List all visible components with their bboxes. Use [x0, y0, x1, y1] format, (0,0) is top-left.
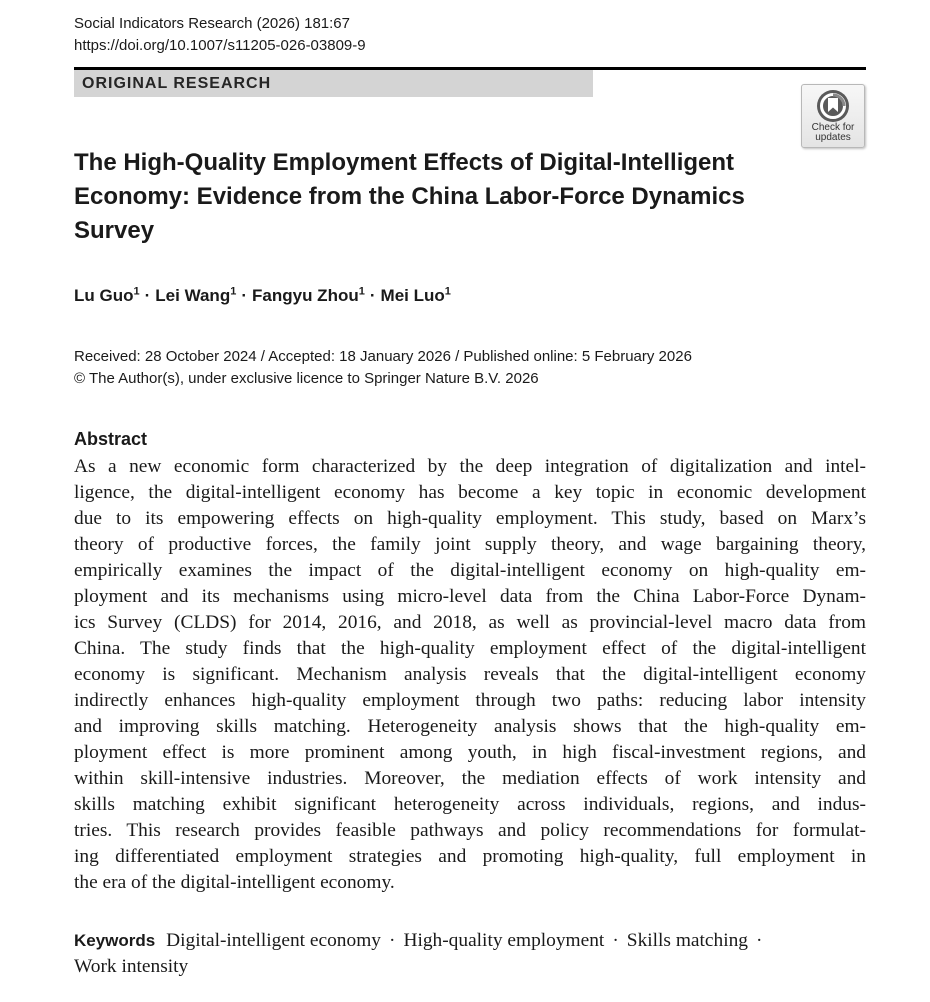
publication-dates [74, 346, 692, 390]
abstract-line: tries. This research provides feasible pathways and policy recommendations for formulat- [74, 820, 866, 841]
abstract-heading: Abstract [74, 429, 148, 449]
check-for-updates-button[interactable] [801, 84, 865, 148]
author-affiliation: 1 [444, 285, 451, 298]
journal-info [74, 13, 366, 57]
author-name: Mei Luo [380, 286, 445, 305]
keywords-label: Keywords [74, 931, 156, 950]
author-affiliation: 1 [230, 285, 237, 298]
abstract-line: economy is significant. Mechanism analysis reveals that the digital-intelligent economy [74, 664, 866, 685]
article-type: ORIGINAL RESEARCH [82, 75, 272, 92]
abstract-line: ics Survey (CLDS) for 2014, 2016, and 2018, as well as provincial-level macro data from [74, 612, 866, 633]
abstract-line: ligence, the digital-intelligent economy has become a key topic in economic development [74, 482, 866, 503]
abstract-line: As a new economic form characterized by the deep integration of digitalization and intel- [74, 456, 866, 477]
author-affiliation: 1 [358, 285, 365, 298]
keyword[interactable]: Work intensity [74, 956, 189, 977]
crossmark-label [802, 123, 864, 143]
crossmark-icon [816, 89, 850, 123]
history-dates: Received: 28 October 2024 / Accepted: 18 January 2026 / Published online: 5 February 2026 [74, 348, 692, 365]
doi-link[interactable]: https://doi.org/10.1007/s11205-026-03809-9 [74, 37, 366, 54]
abstract-body [74, 454, 866, 896]
author[interactable] [74, 286, 140, 305]
keyword-separator: · [612, 930, 619, 951]
abstract-line: and improving skills matching. Heterogeneity analysis shows that the high-quality em- [74, 716, 866, 737]
author-affiliation: 1 [133, 285, 140, 298]
abstract-line: indirectly enhances high-quality employment through two paths: reducing labor intensity [74, 690, 866, 711]
journal-citation: Social Indicators Research (2026) 181:67 [74, 15, 350, 32]
abstract-line: China. The study finds that the high-quality employment effect of the digital-intelligent [74, 638, 866, 659]
keywords [74, 928, 866, 980]
abstract-line: theory of productive forces, the family joint supply theory, and wage bargaining theory, [74, 534, 866, 555]
author-name: Fangyu Zhou [252, 286, 359, 305]
keyword[interactable]: High-quality employment [403, 930, 605, 951]
author[interactable] [252, 286, 365, 305]
copyright-line: © The Author(s), under exclusive licence to Springer Nature B.V. 2026 [74, 370, 539, 387]
keyword-separator: · [755, 930, 763, 951]
author-separator: · [241, 286, 248, 305]
author-separator: · [369, 286, 376, 305]
author-list [74, 284, 451, 308]
author-name: Lei Wang [155, 286, 231, 305]
author[interactable] [381, 286, 451, 305]
abstract-line: within skill-intensive industries. Moreover, the mediation effects of work intensity and [74, 768, 866, 789]
author-separator: · [144, 286, 151, 305]
abstract-line: ployment and its mechanisms using micro-level data from the China Labor-Force Dynam- [74, 586, 866, 607]
crossmark-label-line2: updates [815, 132, 851, 143]
article-title: The High-Quality Employment Effects of Digital-Intelligent Economy: Evidence from the China Labor-Force Dynamics Survey [74, 149, 745, 244]
author[interactable] [155, 286, 236, 305]
keyword[interactable]: Skills matching [626, 930, 748, 951]
abstract-line: the era of the digital-intelligent economy. [74, 872, 395, 893]
abstract-line: due to its empowering effects on high-quality employment. This study, based on Marx’s [74, 508, 866, 529]
keyword[interactable]: Digital-intelligent economy [166, 930, 381, 951]
crossmark-label-line1: Check for [811, 122, 855, 133]
keyword-separator: · [388, 930, 396, 951]
author-name: Lu Guo [74, 286, 134, 305]
abstract-line: ployment effect is more prominent among youth, in high fiscal-investment regions, and [74, 742, 866, 763]
abstract-line: ing differentiated employment strategies and promoting high-quality, full employment in [74, 846, 866, 867]
abstract-line: empirically examines the impact of the digital-intelligent economy on high-quality em- [74, 560, 866, 581]
abstract-line: skills matching exhibit significant heterogeneity across individuals, regions, and indus- [74, 794, 866, 815]
